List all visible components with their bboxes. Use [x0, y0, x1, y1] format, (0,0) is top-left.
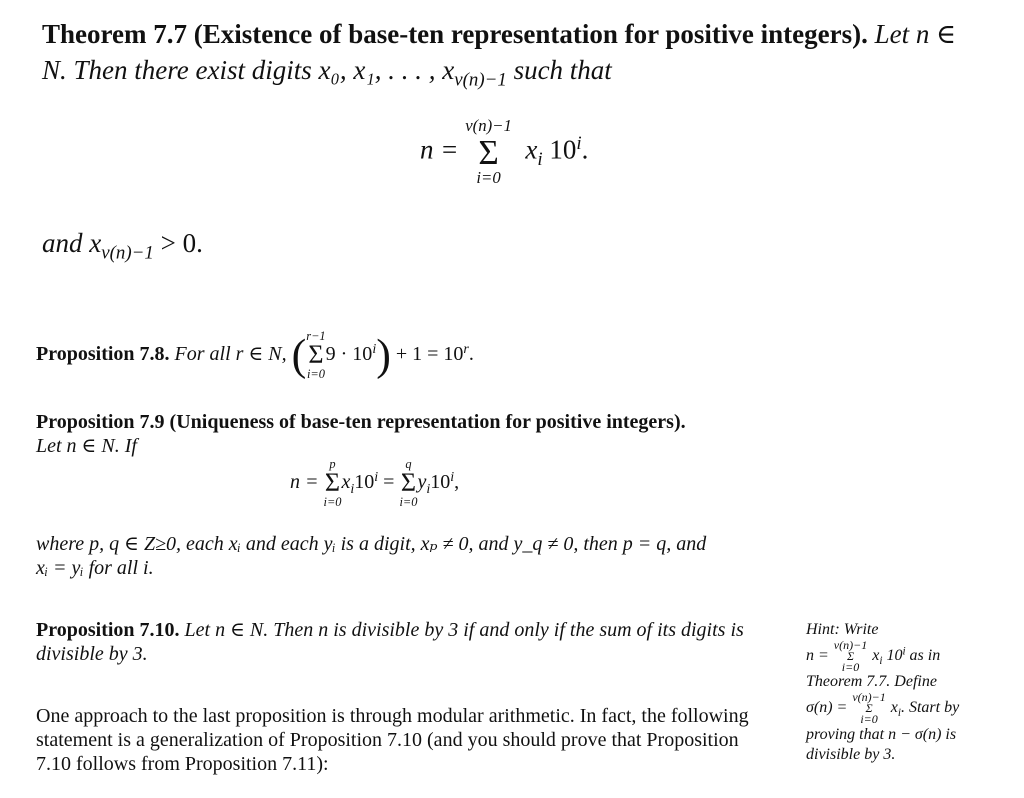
theorem-7-7-condition: and $x_{\nu(n)-1} > 0$.	[42, 228, 203, 264]
equation-uniqueness: n = p Σ i=0 $x_i10^i$ = q Σ i=0 $y_i10^i$,	[290, 457, 460, 510]
proposition-7-10: Proposition 7.10. Let n ∈ N. Then n is divisible by 3 if and only if the sum of its digits is divisible by 3.	[36, 619, 744, 665]
proposition-7-10-label: Proposition 7.10.	[36, 619, 180, 641]
margin-hint: Hint: Write n = ν(n)−1 Σ i=0 $x_i$ 10$^i$ as in Theorem 7.7. Define σ(n) = ν(n)−1 Σ i=0 $x_i$. Start by proving that n − σ(n) is divisible by 3.	[806, 621, 960, 763]
proposition-7-9: Proposition 7.9 (Uniqueness of base-ten representation for positive integers). Let n ∈ N. If	[36, 411, 686, 457]
proposition-7-8-label: Proposition 7.8.	[36, 343, 170, 365]
proposition-7-9-label: Proposition 7.9 (Uniqueness of base-ten representation for positive integers).	[36, 411, 686, 433]
body-paragraph: One approach to the last proposition is through modular arithmetic. In fact, the following statement is a generalization of Proposition 7.10 (and you should prove that Proposition 7.10 follows from Proposition 7.11):	[36, 705, 749, 775]
proposition-7-9-conditions: where p, q ∈ Z≥0, each xᵢ and each yᵢ is a digit, xₚ ≠ 0, and y_q ≠ 0, then p = q, and xᵢ = yᵢ for all i.	[36, 533, 707, 579]
theorem-7-7-text-2: N. Then there exist digits x₀, x₁, . . . , $x_{\nu(n)-1}$ such that	[42, 55, 612, 91]
theorem-7-7-label: Theorem 7.7 (Existence of base-ten representation for positive integers).	[42, 19, 868, 49]
theorem-7-7	[42, 16, 992, 99]
equation-base-ten: n = ν(n)−1 Σ i=0 $x_i$ 10$^i$.	[420, 116, 589, 187]
summation: ν(n)−1 Σ i=0	[465, 116, 512, 187]
theorem-7-7-text-1: Let n ∈	[874, 19, 957, 49]
proposition-7-8: Proposition 7.8. For all r ∈ N, ( r−1 Σ i=0 $9 \cdot 10^i) + 1 = 10^r$.	[36, 329, 474, 382]
